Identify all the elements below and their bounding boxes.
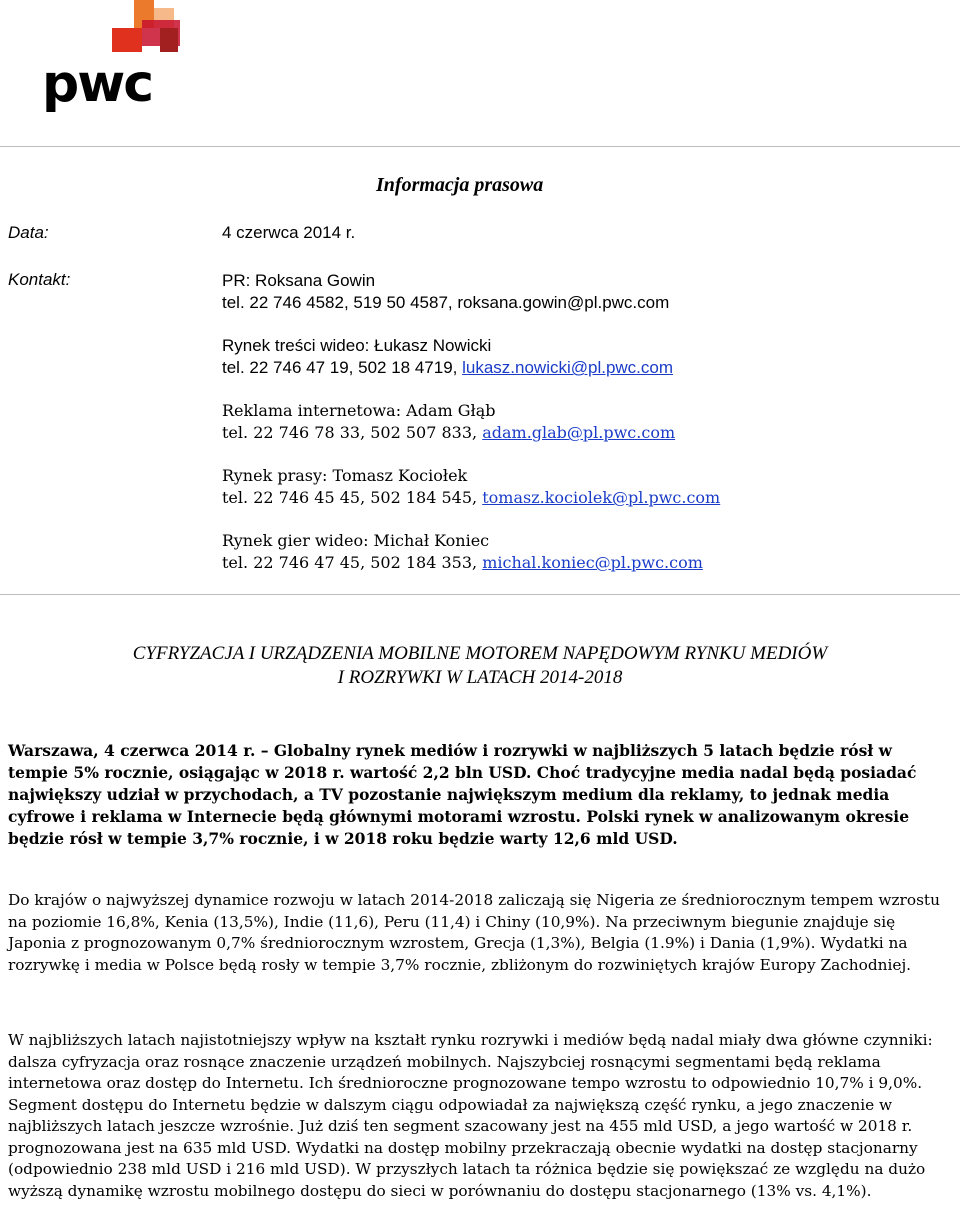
- date-label: Data:: [8, 223, 49, 242]
- contact-role: Rynek prasy: Tomasz Kociołek: [222, 466, 468, 485]
- contact-label: Kontakt:: [8, 270, 71, 289]
- logo-block-dark: [160, 28, 178, 52]
- date-value: 4 czerwca 2014 r.: [222, 223, 356, 242]
- contact-phone-line: [222, 422, 720, 444]
- body-paragraph: W najbliższych latach najistotniejszy wpływ na kształt rynku rozrywki i mediów będą nadal miały dwa główne czynniki: dalsza cyfryzacja oraz rosnące znaczenie urządzeń mobilnych. Najszybciej rosnącymi segmentami będą reklama internetowa oraz dostęp do Internetu. Ich średnioroczne prognozowane tempo wzrostu to odpowiednio 10,7% i 9,0%. Segment dostępu do Internetu będzie w dalszym ciągu odpowiadał za największą część rynku, a jego znaczenie w najbliższych latach jeszcze wzrośnie. Już dziś ten segment szacowany jest na 455 mld USD, a jego wartość w 2018 r. prognozowana jest na 635 mld USD. Wydatki na dostęp mobilny przekraczają obecnie wydatki na dostęp stacjonarny (odpowiednio 238 mld USD i 216 mld USD). W przyszłych latach ta różnica będzie się powiększać ze względu na dużo wyższą dynamikę wzrostu mobilnego dostępu do sieci w porównaniu do dostępu stacjonarnego (13% vs. 4,1%).: [8, 1031, 933, 1200]
- contact-role: Rynek treści wideo: Łukasz Nowicki: [222, 336, 492, 355]
- contact-phone: tel. 22 746 45 45, 502 184 545,: [222, 488, 483, 507]
- contact-ads: [222, 400, 720, 444]
- contact-list: [222, 270, 720, 595]
- lead-paragraph: Warszawa, 4 czerwca 2014 r. – Globalny rynek mediów i rozrywki w najbliższych 5 latach będzie rósł w tempie 5% rocznie, osiągając w 2018 r. wartość 2,2 bln USD. Choć tradycyjne media nadal będą posiadać największy udział w przychodach, a TV pozostanie największym medium dla reklamy, to jednak media cyfrowe i reklama w Internecie będą głównymi motorami wzrostu. Polski rynek w analizowanym okresie będzie rósł w tempie 3,7% rocznie, i w 2018 roku będzie warty 12,6 mld USD.: [8, 741, 917, 848]
- top-divider: [0, 146, 960, 147]
- page-title: Informacja prasowa: [376, 174, 544, 196]
- contact-phone: tel. 22 746 47 19, 502 18 4719,: [222, 358, 463, 377]
- headline: [0, 642, 960, 690]
- contact-phone: tel. 22 746 78 33, 502 507 833,: [222, 423, 483, 442]
- contact-phone-line: [222, 552, 720, 574]
- contact-pr: [222, 270, 720, 314]
- contact-press: [222, 465, 720, 509]
- middle-divider: [0, 594, 960, 595]
- contact-role: Reklama internetowa: Adam Głąb: [222, 401, 496, 420]
- contact-games: [222, 530, 720, 574]
- logo-wordmark: pwc: [42, 54, 153, 114]
- contact-email-link[interactable]: tomasz.kociolek@pl.pwc.com: [482, 488, 721, 507]
- logo-block-red: [112, 28, 142, 52]
- pwc-logo: [42, 0, 182, 112]
- headline-line-1: CYFRYZACJA I URZĄDZENIA MOBILNE MOTOREM NAPĘDOWYM RYNKU MEDIÓW: [132, 643, 828, 664]
- contact-phone-line: [222, 487, 720, 509]
- contact-email-link[interactable]: adam.glab@pl.pwc.com: [482, 423, 676, 442]
- contact-phone: tel. 22 746 4582, 519 50 4587, roksana.gowin@pl.pwc.com: [222, 293, 670, 312]
- contact-phone: tel. 22 746 47 45, 502 184 353,: [222, 553, 483, 572]
- contact-phone-line: [222, 357, 720, 379]
- contact-role: PR: Roksana Gowin: [222, 271, 376, 290]
- contact-email-link[interactable]: lukasz.nowicki@pl.pwc.com: [462, 358, 674, 377]
- contact-video: [222, 335, 720, 379]
- body-paragraph: Do krajów o najwyższej dynamice rozwoju w latach 2014-2018 zaliczają się Nigeria ze średniorocznym tempem wzrostu na poziomie 16,8%, Kenia (13,5%), Indie (11,6), Peru (11,4) i Chiny (10,9%). Na przeciwnym biegunie znajduje się Japonia z prognozowanym 0,7% średniorocznym wzrostem, Grecja (1,3%), Belgia (1.9%) i Dania (1,9%). Wydatki na rozrywkę i media w Polsce będą rosły w tempie 3,7% rocznie, zbliżonym do rozwiniętych krajów Europy Zachodniej.: [8, 891, 940, 974]
- headline-line-2: I ROZRYWKI W LATACH 2014-2018: [337, 667, 623, 688]
- contact-email-link[interactable]: michal.koniec@pl.pwc.com: [482, 553, 703, 572]
- contact-role: Rynek gier wideo: Michał Koniec: [222, 531, 490, 550]
